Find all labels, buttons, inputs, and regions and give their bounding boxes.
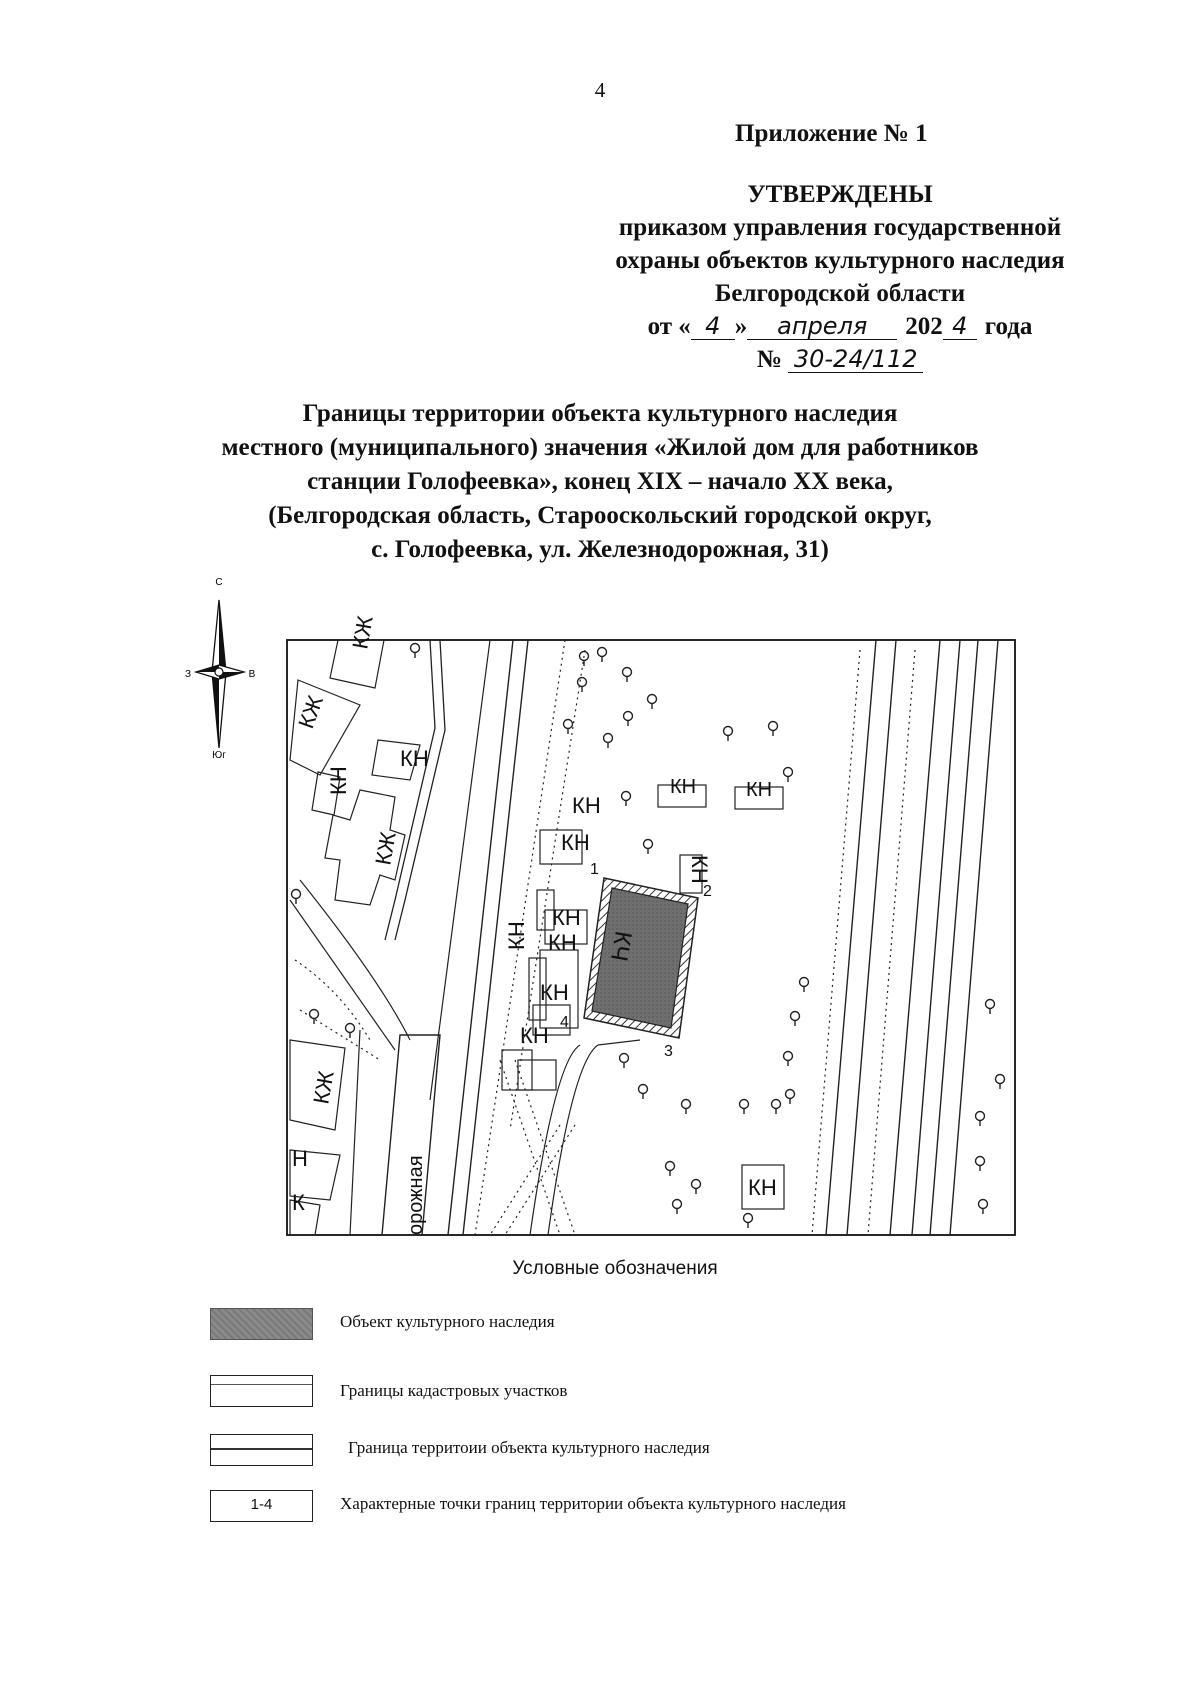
approval-line-3: Белгородской области bbox=[714, 280, 966, 307]
legend-item-object bbox=[210, 1308, 1110, 1344]
legend-item-points bbox=[210, 1490, 1110, 1526]
legend-swatch-points: 1-4 bbox=[210, 1490, 313, 1522]
label-kn: КН bbox=[548, 930, 577, 955]
title-line-1: Границы территории объекта культурного наследия bbox=[302, 400, 898, 427]
compass-north: С bbox=[215, 577, 223, 588]
title-line-3: станции Голофеевка», конец XIX – начало XX века, bbox=[307, 468, 893, 495]
legend-label: Границы кадастровых участков bbox=[340, 1381, 568, 1400]
compass-east: В bbox=[248, 669, 256, 680]
label-kn-partial: Н bbox=[292, 1146, 308, 1171]
label-kn: КН bbox=[687, 855, 712, 884]
title-line-5: с. Голофеевка, ул. Железнодорожная, 31) bbox=[371, 536, 829, 563]
label-kn: КН bbox=[561, 830, 590, 855]
label-object: КЧ bbox=[604, 928, 637, 964]
label-kzh: КЖ bbox=[370, 829, 401, 867]
year-prefix: 202 bbox=[905, 313, 943, 340]
label-kn: КН bbox=[520, 1023, 549, 1048]
date-mid: » bbox=[734, 313, 748, 340]
legend-swatch-cadastral bbox=[210, 1375, 313, 1407]
compass-west: З bbox=[184, 669, 192, 680]
title-line-2: местного (муниципального) значения «Жилой дом для работников bbox=[221, 434, 979, 461]
year-digit: 4 bbox=[943, 313, 977, 340]
appendix-title: Приложение № 1 bbox=[735, 120, 928, 147]
title-line-4: (Белгородская область, Старооскольский городской округ, bbox=[268, 502, 932, 529]
number-prefix: № bbox=[756, 346, 782, 373]
legend-label: Характерные точки границ территории объекта культурного наследия bbox=[340, 1494, 846, 1513]
label-kzh: КЖ bbox=[308, 1068, 339, 1106]
label-kn: КН bbox=[746, 779, 773, 801]
label-street: орожная bbox=[405, 1155, 427, 1235]
legend-swatch-object bbox=[210, 1308, 313, 1340]
label-kn: КН bbox=[326, 766, 351, 795]
label-kn: КН bbox=[572, 793, 601, 818]
date-suffix: года bbox=[984, 313, 1033, 340]
legend-swatch-boundary bbox=[210, 1434, 313, 1466]
legend-label: Граница территоии объекта культурного наследия bbox=[348, 1438, 710, 1457]
legend-item-boundary bbox=[210, 1434, 1110, 1470]
label-kn: КН bbox=[552, 905, 581, 930]
approval-heading: УТВЕРЖДЕНЫ bbox=[747, 181, 933, 208]
point-1: 1 bbox=[590, 861, 599, 878]
page-number: 4 bbox=[594, 78, 606, 102]
point-3: 3 bbox=[664, 1043, 673, 1060]
date-day: 4 bbox=[691, 313, 735, 340]
legend-label: Объект культурного наследия bbox=[340, 1312, 555, 1331]
point-2: 2 bbox=[703, 883, 712, 900]
label-kn: КН bbox=[540, 980, 569, 1005]
label-kzh: КЖ bbox=[293, 692, 329, 732]
label-kn: КН bbox=[504, 921, 529, 950]
compass-south: Юг bbox=[212, 750, 226, 761]
label-kn: КН bbox=[400, 746, 429, 771]
label-k-partial: К bbox=[292, 1190, 305, 1215]
legend-item-cadastral bbox=[210, 1375, 1110, 1411]
label-kn: КН bbox=[748, 1175, 777, 1200]
legend-title: Условные обозначения bbox=[512, 1258, 718, 1279]
compass-rose bbox=[185, 577, 256, 761]
order-number: 30-24/112 bbox=[788, 346, 923, 373]
date-month: апреля bbox=[747, 313, 897, 340]
label-kzh: КЖ bbox=[347, 613, 378, 651]
date-prefix: от « bbox=[647, 313, 691, 340]
label-kn: КН bbox=[670, 776, 697, 798]
point-4: 4 bbox=[560, 1014, 569, 1031]
approval-line-2: охраны объектов культурного наследия bbox=[615, 247, 1065, 274]
approval-line-1: приказом управления государственной bbox=[618, 214, 1062, 241]
